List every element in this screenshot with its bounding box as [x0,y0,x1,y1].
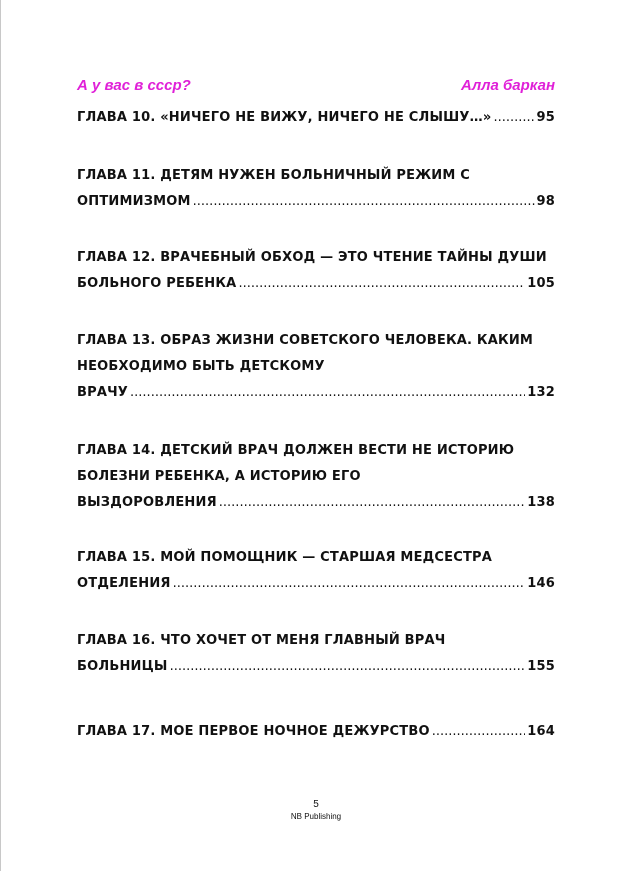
dot-leader [173,576,526,591]
dot-leader [170,659,526,674]
toc-line [77,194,555,220]
footer-page-number: 5 [313,799,319,810]
footer-publisher: NB Publishing [290,812,342,821]
toc-line [77,576,555,602]
toc-line [77,443,555,469]
toc-entry-chapter-17[interactable] [77,724,555,750]
toc-page-number: 105 [527,276,555,291]
toc-line [77,250,555,276]
toc-entry-text: БОЛЕЗНИ РЕБЕНКА, А ИСТОРИЮ ЕГО [77,469,361,484]
toc-entry-chapter-16[interactable] [77,633,555,685]
toc-line [77,550,555,576]
toc-entry-chapter-14[interactable] [77,443,555,521]
toc-entry-chapter-11[interactable] [77,168,555,220]
toc-entry-text: ГЛАВА 14. ДЕТСКИЙ ВРАЧ ДОЛЖЕН ВЕСТИ НЕ ИСТОРИЮ [77,443,515,458]
toc-entry-text: БОЛЬНИЦЫ [77,659,168,674]
toc-line [77,333,555,359]
toc-entry-text: ГЛАВА 15. МОЙ ПОМОЩНИК — СТАРШАЯ МЕДСЕСТРА [77,550,493,565]
toc-line [77,659,555,685]
toc-line [77,633,555,659]
dot-leader [193,194,535,209]
dot-leader [493,110,534,125]
toc-entry-text: ОТДЕЛЕНИЯ [77,576,171,591]
toc-line [77,168,555,194]
toc-entry-text: БОЛЬНОГО РЕБЕНКА [77,276,237,291]
book-title: А у вас в ссср? [77,77,191,94]
toc-page-number: 132 [527,385,555,400]
toc-line [77,724,555,750]
toc-entry-chapter-13[interactable] [77,333,555,411]
toc-entry-text: ГЛАВА 12. ВРАЧЕБНЫЙ ОБХОД — ЭТО ЧТЕНИЕ ТАЙНЫ ДУШИ [77,250,547,265]
toc-page-number: 95 [536,110,555,125]
toc-entry-chapter-10[interactable] [77,110,555,136]
dot-leader [219,495,525,510]
dot-leader [238,276,525,291]
toc-line [77,110,555,136]
book-author: Алла баркан [461,77,555,94]
toc-entry-text: ГЛАВА 13. ОБРАЗ ЖИЗНИ СОВЕТСКОГО ЧЕЛОВЕКА. КАКИМ [77,333,534,348]
toc-page-number: 98 [536,194,555,209]
toc-line [77,276,555,302]
toc-line [77,385,555,411]
dot-leader [130,385,525,400]
toc-line [77,495,555,521]
toc-entry-text: НЕОБХОДИМО БЫТЬ ДЕТСКОМУ [77,359,325,374]
toc-entry-text: ВЫЗДОРОВЛЕНИЯ [77,495,217,510]
toc-entry-text: ГЛАВА 16. ЧТО ХОЧЕТ ОТ МЕНЯ ГЛАВНЫЙ ВРАЧ [77,633,446,648]
toc-page-number: 155 [527,659,555,674]
toc-entry-chapter-15[interactable] [77,550,555,602]
toc-entry-text: ГЛАВА 10. «НИЧЕГО НЕ ВИЖУ, НИЧЕГО НЕ СЛЫШУ…» [77,110,492,125]
toc-entry-chapter-12[interactable] [77,250,555,302]
toc-entry-text: ГЛАВА 17. МОЕ ПЕРВОЕ НОЧНОЕ ДЕЖУРСТВО [77,724,430,739]
running-header [77,77,555,99]
toc-page-number: 146 [527,576,555,591]
page-edge-rule [0,0,1,871]
toc-page-number: 164 [527,724,555,739]
toc-page-number: 138 [527,495,555,510]
toc-entry-text: ВРАЧУ [77,385,129,400]
toc-entry-text: ОПТИМИЗМОМ [77,194,191,209]
toc-line [77,469,555,495]
toc-line [77,359,555,385]
dot-leader [432,724,526,739]
toc-entry-text: ГЛАВА 11. ДЕТЯМ НУЖЕН БОЛЬНИЧНЫЙ РЕЖИМ С [77,168,470,183]
